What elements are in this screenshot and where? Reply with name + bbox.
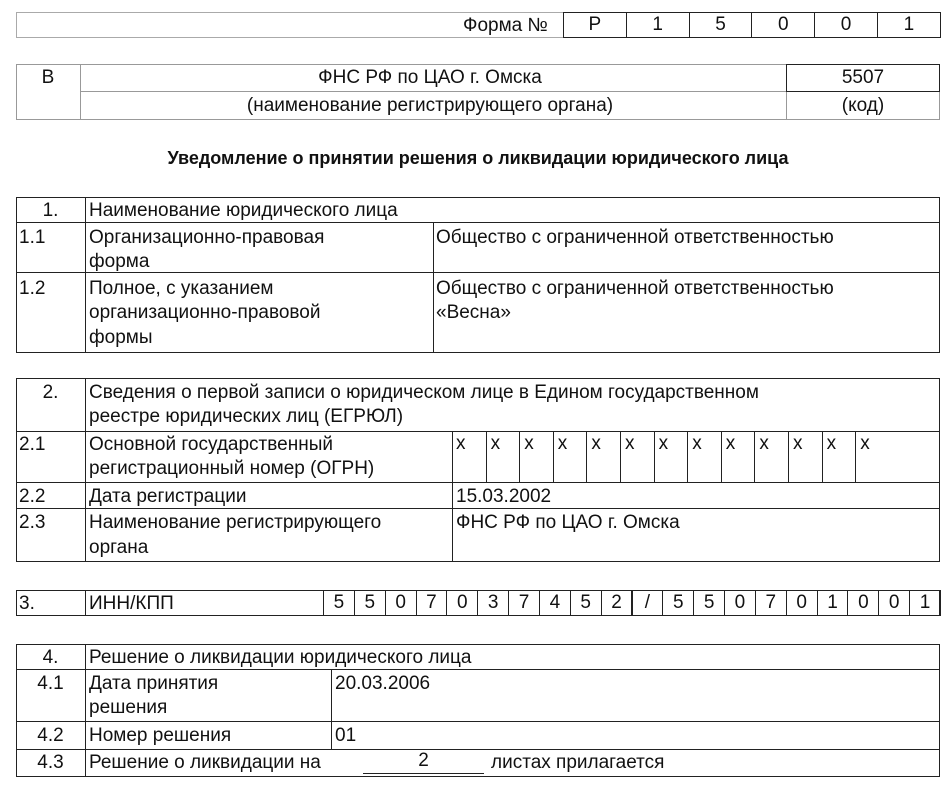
inn-kpp-digit-cell: 5: [570, 590, 602, 616]
ogrn-digit-cell: [822, 431, 856, 482]
row-2-1-label-line2: регистрационный номер (ОГРН): [89, 458, 375, 479]
ogrn-digit-cell: [654, 431, 688, 482]
inn-kpp-digit-cell: 0: [724, 590, 756, 616]
ogrn-mark: x: [793, 433, 803, 454]
section2-num: 2.: [42, 382, 59, 403]
form-digit-cell: 0: [814, 12, 878, 38]
authority-prefix: В: [41, 67, 55, 88]
ogrn-digit-cell: [519, 431, 553, 482]
row-4-1-label-line2: решения: [89, 697, 168, 718]
form-digit-cell: 0: [751, 12, 815, 38]
ogrn-mark: x: [658, 433, 669, 454]
row-1-2-value-line2: «Весна»: [436, 302, 511, 323]
section2-title-line1: Сведения о первой записи о юридическом лице в Едином государственном: [89, 382, 759, 403]
inn-kpp-digit-cell: 0: [786, 590, 818, 616]
row-4-3-num: 4.3: [37, 752, 64, 773]
inn-kpp-digit-cell: 0: [446, 590, 478, 616]
authority-code: 5507: [841, 67, 885, 88]
inn-kpp-digit-cell: 5: [354, 590, 386, 616]
ogrn-digit-cell: [553, 431, 587, 482]
ogrn-mark: x: [860, 433, 870, 454]
row-4-3-label: Решение о ликвидации на: [89, 752, 321, 773]
inn-kpp-digit-cell: 5: [693, 590, 725, 616]
section3-num: 3.: [19, 593, 35, 614]
ogrn-mark: x: [826, 433, 837, 454]
form-number-label: Форма №: [463, 15, 548, 36]
row-2-2-value: 15.03.2002: [456, 486, 552, 507]
row-2-2-num: 2.2: [19, 486, 46, 507]
ogrn-digit-cell: [452, 431, 486, 482]
row-4-1-label-line1: Дата принятия: [89, 673, 219, 694]
row-1-1-label-line1: Организационно-правовая: [89, 227, 325, 248]
ogrn-mark: x: [591, 433, 601, 454]
inn-kpp-digit-cell: /: [632, 590, 664, 616]
ogrn-digit-cell: [721, 431, 755, 482]
section1-title: Наименование юридического лица: [89, 200, 398, 221]
ogrn-mark: x: [725, 433, 736, 454]
inn-kpp-digit-cell: 2: [601, 590, 633, 616]
page-title: Уведомление о принятии решения о ликвидации юридического лица: [167, 148, 789, 168]
authority-name-caption: (наименование регистрирующего органа): [246, 95, 614, 116]
ogrn-digit-cell: [754, 431, 788, 482]
ogrn-digit-cell: [586, 431, 620, 482]
section4-num: 4.: [42, 647, 59, 668]
row-1-1-num: 1.1: [19, 227, 46, 248]
inn-kpp-digit-cell: 0: [847, 590, 879, 616]
row-4-2-num: 4.2: [37, 725, 64, 746]
row-2-3-value: ФНС РФ по ЦАО г. Омска: [456, 512, 680, 533]
row-2-3-label-line1: Наименование регистрирующего: [89, 512, 382, 533]
ogrn-digit-cell: [620, 431, 654, 482]
form-digit-cell: 1: [877, 12, 941, 38]
ogrn-digit-cell: [486, 431, 520, 482]
row-4-2-label: Номер решения: [89, 725, 232, 746]
ogrn-digit-cell: [788, 431, 822, 482]
inn-kpp-digit-cell: 5: [323, 590, 355, 616]
ogrn-mark: x: [557, 433, 568, 454]
section3-label: ИНН/КПП: [89, 593, 174, 614]
inn-kpp-digit-cell: 0: [385, 590, 417, 616]
ogrn-digit-cell: [687, 431, 721, 482]
inn-kpp-digit-cell: 5: [662, 590, 694, 616]
inn-kpp-digit-cell: 7: [416, 590, 448, 616]
row-2-1-label-line1: Основной государственный: [89, 434, 333, 455]
section4-title: Решение о ликвидации юридического лица: [89, 647, 472, 668]
row-1-1-label-line2: форма: [89, 251, 150, 272]
ogrn-mark: x: [490, 433, 501, 454]
row-1-2-label-line3: формы: [89, 327, 153, 348]
form-digit-cell: 5: [689, 12, 753, 38]
inn-kpp-digit-cell: 3: [477, 590, 509, 616]
row-2-3-label-line2: органа: [89, 537, 149, 558]
authority-name: ФНС РФ по ЦАО г. Омска: [318, 67, 542, 88]
inn-kpp-digit-cell: 1: [909, 590, 941, 616]
row-4-1-value: 20.03.2006: [335, 673, 431, 694]
row-4-3-sheets: 2: [363, 749, 484, 774]
section1-num: 1.: [42, 200, 59, 221]
inn-kpp-digit-cell: 7: [508, 590, 540, 616]
inn-kpp-digit-cell: 1: [817, 590, 849, 616]
ogrn-mark: x: [456, 433, 466, 454]
row-2-2-label: Дата регистрации: [89, 486, 247, 507]
form-digit-cell: Р: [563, 12, 627, 38]
ogrn-mark: x: [759, 433, 769, 454]
row-1-2-label-line2: организационно-правовой: [89, 302, 321, 323]
inn-kpp-digit-cell: 4: [539, 590, 571, 616]
row-1-2-label-line1: Полное, с указанием: [89, 278, 274, 299]
row-1-2-num: 1.2: [19, 278, 46, 299]
row-4-1-num: 4.1: [37, 673, 64, 694]
inn-kpp-digit-cell: 7: [755, 590, 787, 616]
row-2-1-num: 2.1: [19, 434, 46, 455]
ogrn-mark: x: [524, 433, 534, 454]
authority-code-caption: (код): [841, 95, 885, 116]
row-1-1-value: Общество с ограниченной ответственностью: [436, 227, 834, 248]
section2-title-line2: реестре юридических лиц (ЕГРЮЛ): [89, 406, 404, 427]
inn-kpp-digit-cell: 0: [878, 590, 910, 616]
row-4-3-suffix: листах прилагается: [491, 752, 665, 773]
row-1-2-value-line1: Общество с ограниченной ответственностью: [436, 278, 834, 299]
ogrn-mark: x: [692, 433, 702, 454]
ogrn-digit-cell: [855, 431, 889, 482]
form-digit-cell: 1: [626, 12, 690, 38]
row-4-2-value: 01: [335, 725, 357, 746]
row-2-3-num: 2.3: [19, 512, 46, 533]
ogrn-mark: x: [625, 433, 635, 454]
